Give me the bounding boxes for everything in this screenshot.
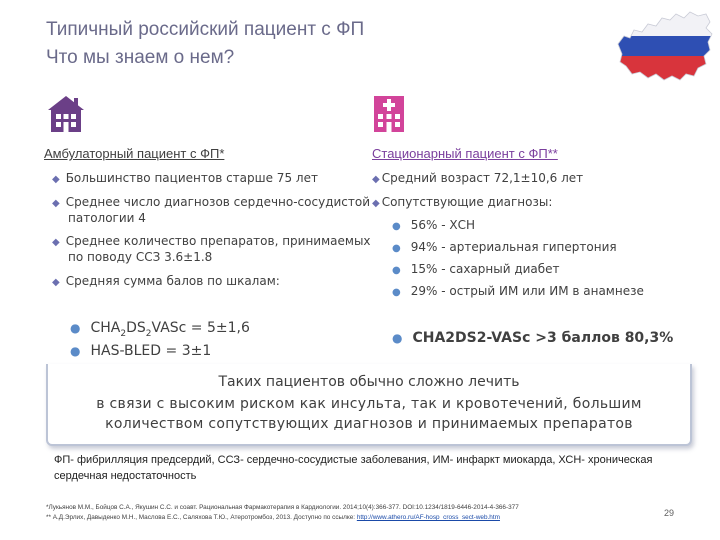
diamond-bullet-icon: ◆ — [372, 174, 380, 185]
abbreviations-note: ФП- фибрилляция предсердий, ССЗ- сердечно-сосудистые заболевания, ИМ- инфаркт миокарда, ХСН- хроническая сердечная недостаточность — [54, 454, 653, 482]
title-line-2: Что мы знаем о нем? — [46, 47, 235, 68]
dot-bullet-icon: ● — [70, 344, 81, 358]
left-bullet-3: ◆ Среднее количество препаратов, принимаемых — [52, 234, 371, 248]
left-bullet-1: ◆ Большинство пациентов старше 75 лет — [52, 171, 318, 185]
dot-bullet-icon: ● — [70, 321, 81, 335]
page-number: 29 — [664, 508, 675, 518]
diamond-bullet-icon: ◆ — [372, 198, 380, 209]
right-sub-bullet-4: ● 29% - острый ИМ или ИМ в анамнезе — [392, 284, 644, 298]
inpatient-heading: Стационарный пациент с ФП** — [372, 146, 558, 161]
conclusion-line-1: Таких пациентов обычно сложно лечить — [218, 374, 520, 390]
left-bullet-2: ◆ Среднее число диагнозов сердечно-сосудистой — [52, 195, 371, 209]
reference-2: ** А.Д.Эрлих, Давыденко М.Н., Маслова Е.С., Саляхова Т.Ю., Атеротромбоз, 2013. Доступно по ссылке: http://www.athero.ru/AF-hosp_cross_sect-web.htm — [46, 514, 500, 521]
left-bullet-2-cont: патологии 4 — [68, 211, 146, 225]
conclusion-line-2: в связи с высоким риском как инсульта, так и кровотечений, большим — [96, 396, 642, 412]
diamond-bullet-icon: ◆ — [52, 198, 60, 209]
dot-bullet-icon: ● — [392, 265, 401, 276]
diamond-bullet-icon: ◆ — [52, 277, 60, 288]
house-icon — [46, 94, 86, 134]
dot-bullet-icon: ● — [392, 331, 403, 345]
reference-link[interactable]: http://www.athero.ru/AF-hosp_cross_sect-web.htm — [356, 514, 500, 521]
russia-map-flag-icon — [610, 4, 714, 90]
title-line-1: Типичный российский пациент с ФП — [46, 19, 365, 40]
left-bullet-3-cont: по поводу ССЗ 3.6±1.8 — [68, 250, 213, 264]
slide-title — [46, 16, 364, 72]
conclusion-box — [46, 364, 692, 446]
dot-bullet-icon: ● — [392, 221, 401, 232]
reference-1: *Лукьянов М.М., Бойцов С.А., Якушин С.С. и соавт. Рациональная Фармакотерапия в Кардиологии. 2014;10(4):366-377. DOI:10.1234/1819-6446-2014-4-366-377 — [46, 504, 519, 511]
outpatient-heading: Амбулаторный пациент с ФП* — [44, 146, 225, 161]
references — [46, 503, 666, 523]
cha2ds2vasc-score: ● $CHA_2DS_2VASc = 5\pm 1,6$ — [70, 320, 250, 339]
right-sub-bullet-1: ● 56% - ХСН — [392, 218, 475, 232]
hasbled-score: ● HAS-BLED = 3±1 — [70, 343, 212, 359]
dot-bullet-icon: ● — [392, 287, 401, 298]
inpatient-cha2ds2vasc-score: ● CHA2DS2-VASc >3 баллов 80,3% — [392, 330, 674, 346]
right-bullet-2: ◆ Сопутствующие диагнозы: — [372, 195, 553, 209]
diamond-bullet-icon: ◆ — [52, 237, 60, 248]
diamond-bullet-icon: ◆ — [52, 174, 60, 185]
right-bullet-1: ◆ Средний возраст 72,1±10,6 лет — [372, 171, 584, 185]
hospital-icon — [372, 94, 406, 134]
conclusion-line-3: количеством сопутствующих диагнозов и принимаемых препаратов — [105, 416, 633, 432]
dot-bullet-icon: ● — [392, 243, 401, 254]
right-sub-bullet-2: ● 94% - артериальная гипертония — [392, 240, 617, 254]
left-bullet-4: ◆ Средняя сумма балов по шкалам: — [52, 274, 280, 288]
right-sub-bullet-3: ● 15% - сахарный диабет — [392, 262, 560, 276]
